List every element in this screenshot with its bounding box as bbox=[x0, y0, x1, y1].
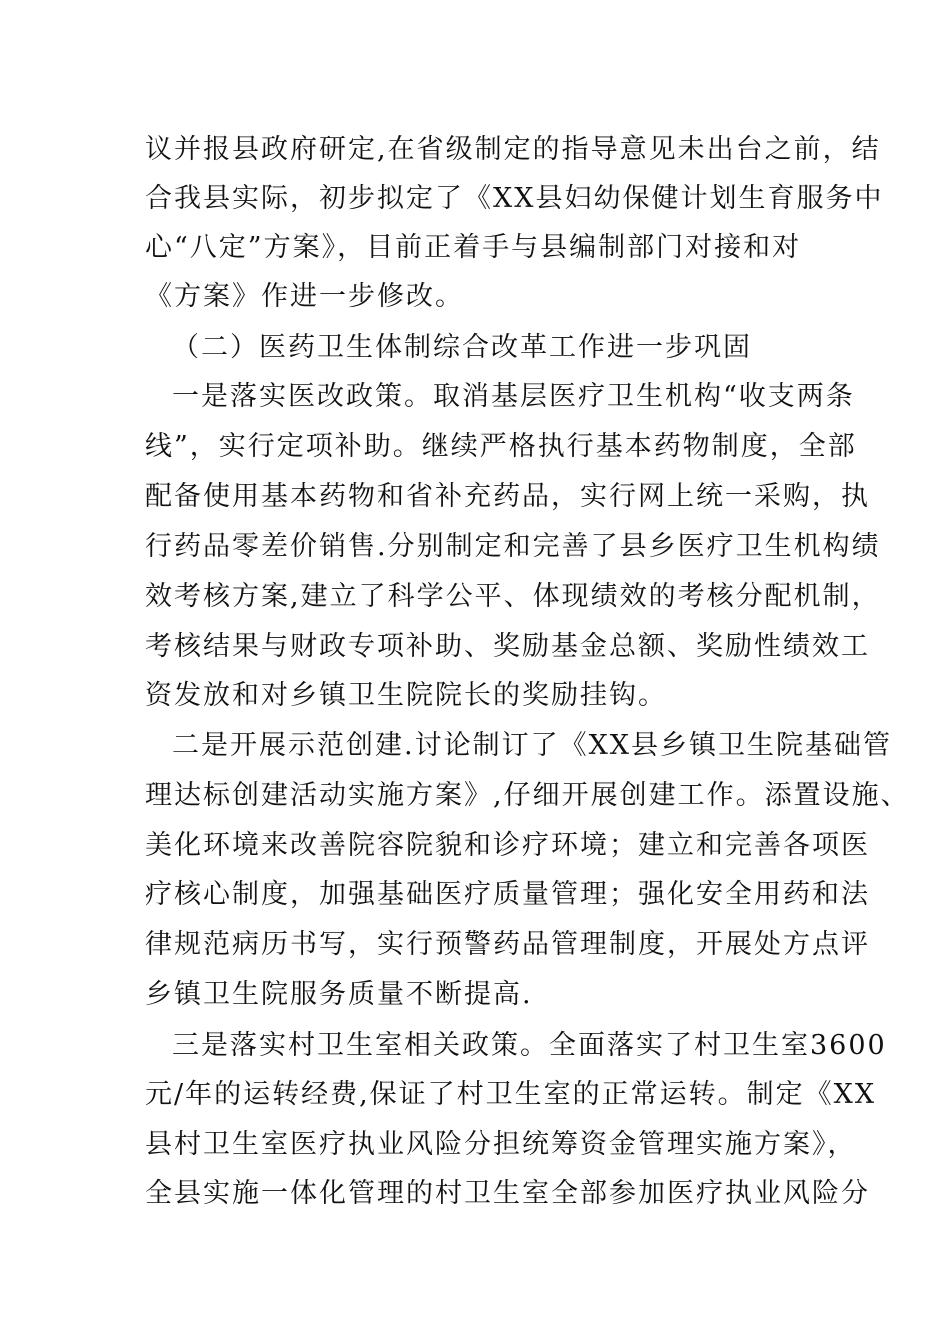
body-text-line: 理达标创建活动实施方案》,仔细开展创建工作。添置设施、 bbox=[145, 780, 910, 811]
body-text-line: 元/年的运转经费,保证了村卫生室的正常运转。制定《XX bbox=[145, 1079, 877, 1110]
body-text-line: 心“八定”方案》，目前正着手与县编制部门对接和对 bbox=[145, 232, 802, 263]
paragraph-first-line: 一是落实医改政策。取消基层医疗卫生机构“收支两条 bbox=[172, 381, 855, 412]
body-text-line: 效考核方案,建立了科学公平、体现绩效的考核分配机制， bbox=[145, 581, 881, 612]
body-text-line: 《方案》作进一步修改。 bbox=[145, 281, 464, 312]
body-text-line: 律规范病历书写，实行预警药品管理制度，开展处方点评 bbox=[145, 929, 870, 960]
body-text-line: 行药品零差价销售.分别制定和完善了县乡医疗卫生机构绩 bbox=[145, 531, 881, 562]
paragraph-first-line: 三是落实村卫生室相关政策。全面落实了村卫生室3600 bbox=[172, 1030, 887, 1061]
body-text-line: 县村卫生室医疗执业风险分担统筹资金管理实施方案》， bbox=[145, 1129, 857, 1160]
body-text-line: 考核结果与财政专项补助、奖励基金总额、奖励性绩效工 bbox=[145, 631, 870, 662]
body-text-line: 配备使用基本药物和省补充药品，实行网上统一采购，执 bbox=[145, 481, 870, 512]
section-heading: （二）医药卫生体制综合改革工作进一步巩固 bbox=[172, 332, 752, 363]
body-text-line: 乡镇卫生院服务质量不断提高. bbox=[145, 979, 533, 1010]
paragraph-first-line: 二是开展示范创建.讨论制订了《XX县乡镇卫生院基础管 bbox=[172, 730, 893, 761]
body-text-line: 议并报县政府研定,在省级制定的指导意见未出台之前，结 bbox=[145, 134, 881, 165]
body-text-line: 资发放和对乡镇卫生院院长的奖励挂钩。 bbox=[145, 680, 667, 711]
body-text-line: 合我县实际，初步拟定了《XX县妇幼保健计划生育服务中 bbox=[145, 183, 884, 214]
body-text-line: 美化环境来改善院容院貌和诊疗环境；建立和完善各项医 bbox=[145, 830, 870, 861]
body-text-line: 全县实施一体化管理的村卫生室全部参加医疗执业风险分 bbox=[145, 1178, 870, 1209]
body-text-line: 线”，实行定项补助。继续严格执行基本药物制度，全部 bbox=[145, 431, 857, 462]
body-text-line: 疗核心制度，加强基础医疗质量管理；强化安全用药和法 bbox=[145, 879, 870, 910]
